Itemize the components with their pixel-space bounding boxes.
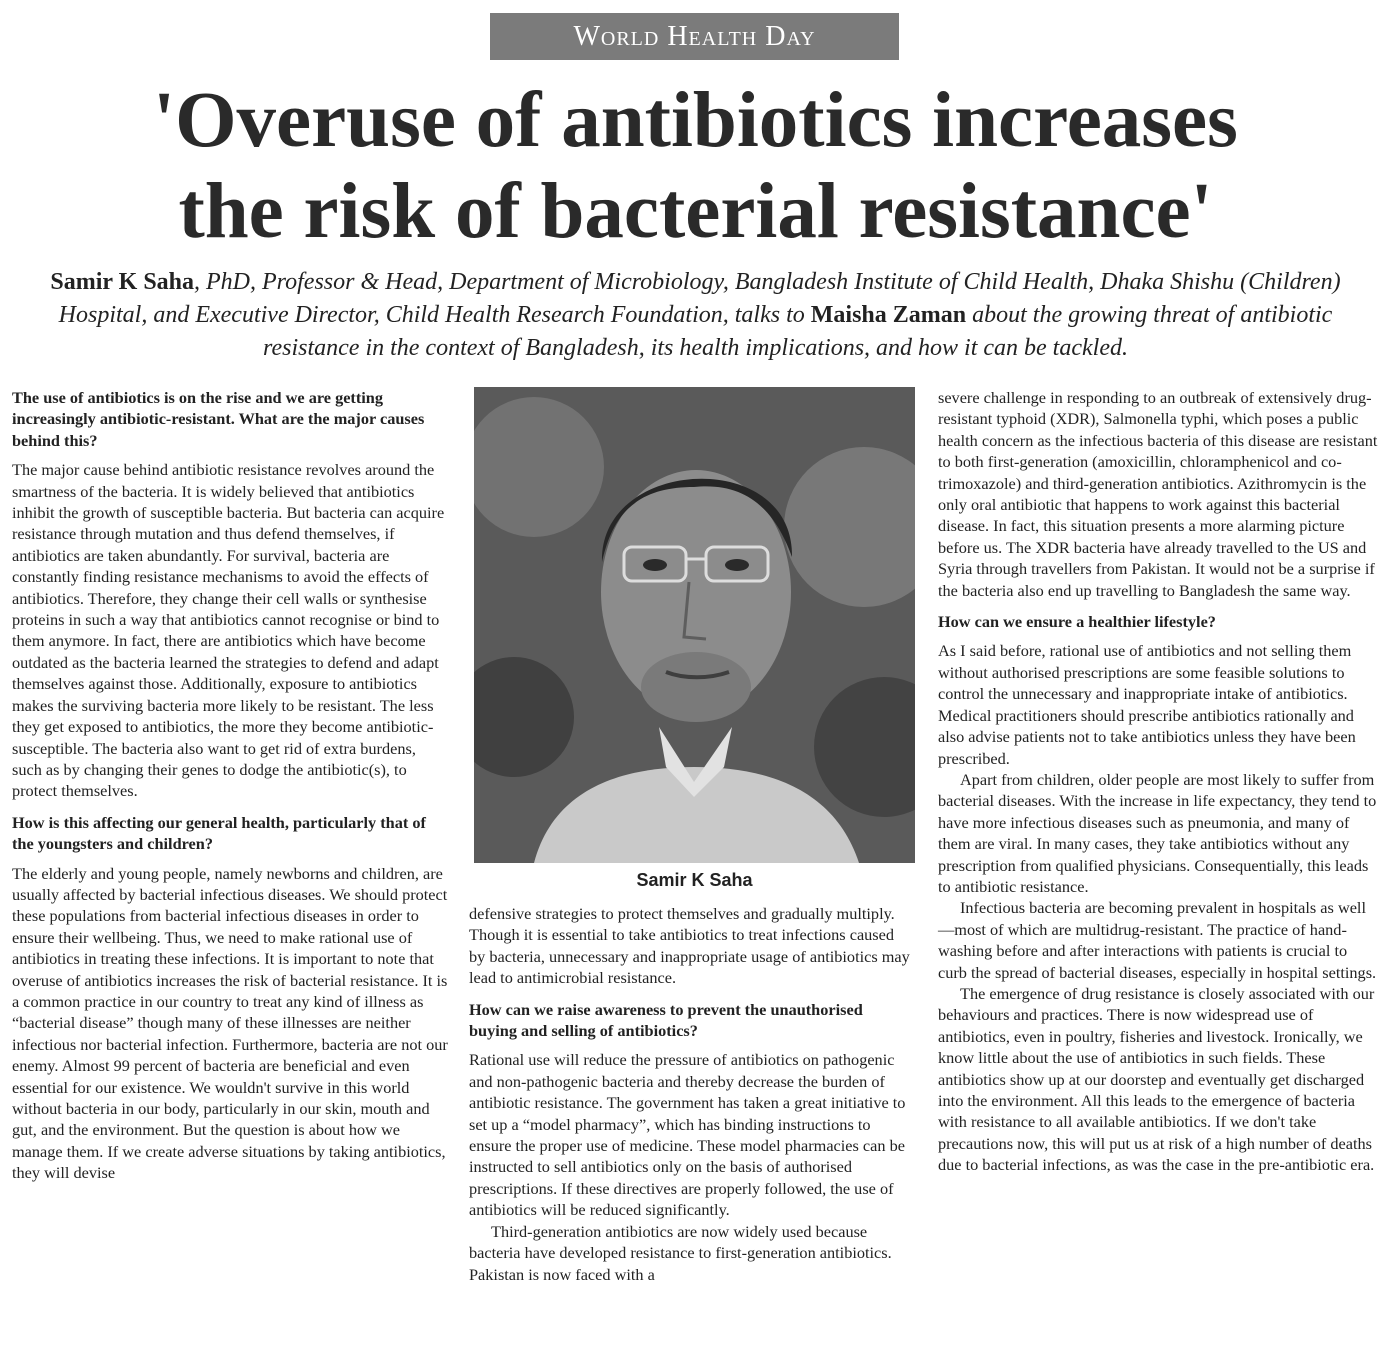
portrait-photo — [474, 387, 915, 863]
column-3 — [938, 387, 1378, 1176]
headline — [0, 75, 1391, 257]
photo-caption: Samir K Saha — [636, 870, 753, 890]
answer-2: The elderly and young people, namely newborns and children, are usually affected by bacterial infectious diseases. We should protect these populations from bacterial infectious diseases in order to ensure their wellbeing. Thus, we need to make rational use of antibiotics in treating these infections. It is important to note that overuse of antibiotics increases the risk of bacterial resistance. It is a common practice in our country to treat any kind of illness as “bacterial disease” though many of these illnesses are neither infectious nor bacterial infection. Furthermore, bacteria are not our enemy. Almost 99 percent of bacteria are beneficial and even essential for our existence. We wouldn't survive in this world without bacteria in our body, particularly in our skin, mouth and gut, and the environment. But the question is about how we manage them. If we create adverse situations by taking antibiotics, they will devise — [12, 863, 448, 1183]
headline-line-2: the risk of bacterial resistance' — [178, 168, 1213, 255]
section-kicker: World Health Day — [490, 13, 899, 60]
headline-line-1: 'Overuse of antibiotics increases — [153, 77, 1238, 164]
answer-3-continued: severe challenge in responding to an outbreak of extensively drug-resistant typhoid (XDR), Salmonella typhi, which poses a public health concern as the infectious bacteria of this disease are resistant to both first-generation (amoxicillin, chloramphenicol and co-trimoxazole) and third-generation antibiotics. Azithromycin is the only oral antibiotic that happens to work against this bacterial disease. In fact, this situation presents a more alarming picture before us. The XDR bacteria have already travelled to the US and Syria through travellers from Pakistan. It would not be a surprise if the bacteria also end up travelling to Bangladesh the same way. — [938, 388, 1378, 600]
answer-4-paragraph-4: The emergence of drug resistance is closely associated with our behaviours and practices. There is now widespread use of antibiotics, even in poultry, fisheries and livestock. Ironically, we know little about the use of antibiotics in such fields. These antibiotics show up at our doorstep and eventually get discharged into the environment. All this leads to the emergence of bacteria with resistance to all available antibiotics. If we don't take precautions now, this will put us at risk of a high number of deaths due to bacterial infections, as was the case in the pre-antibiotic era. — [938, 983, 1375, 1175]
column-1 — [12, 387, 449, 1194]
interviewee-name: Samir K Saha — [50, 269, 195, 295]
portrait-illustration — [474, 387, 915, 863]
answer-4-paragraph-3: Infectious bacteria are becoming prevalent in hospitals as well—most of which are multidrug-resistant. The practice of hand-washing before and after interactions with patients is crucial to curb the spread of bacterial diseases, especially in hospital settings. — [938, 898, 1377, 982]
answer-3-paragraph-2: Third-generation antibiotics are now widely used because bacteria have developed resistance to first-generation antibiotics. Pakistan is now faced with a — [469, 1221, 892, 1284]
question-1: The use of antibiotics is on the rise and we are getting increasingly antibiotic-resistant. What are the major causes behind this? — [12, 388, 425, 450]
interviewer-name: Maisha Zaman — [810, 302, 967, 328]
answer-2-continued: defensive strategies to protect themselves and gradually multiply. Though it is essential to take antibiotics to treat infections caused by bacteria, unnecessary and inappropriate usage of antibiotics may lead to antimicrobial resistance. — [469, 904, 910, 988]
interviewee-description: , PhD, Professor & Head, Department of Microbiology, Bangladesh Institute of Child Health, Dhaka Shishu (Children) Hospital, and Executive Director, Child Health Research Foundation, talks to — [58, 269, 1341, 328]
column-2 — [469, 903, 914, 1285]
intro-standfirst — [20, 266, 1371, 365]
question-3: How can we raise awareness to prevent the unauthorised buying and selling of antibiotics? — [469, 999, 863, 1041]
interview-topic: about the growing threat of antibiotic resistance in the context of Bangladesh, its health implications, and how it can be tackled. — [263, 302, 1333, 361]
question-4: How can we ensure a healthier lifestyle? — [938, 612, 1216, 632]
answer-4-paragraph-2: Apart from children, older people are most likely to suffer from bacterial diseases. With the increase in life expectancy, they tend to have more infectious diseases such as pneumonia, and many of them are viral. In many cases, they take antibiotics without any prescription from qualified physicians. Consequentially, this leads to antibiotic resistance. — [938, 769, 1377, 896]
answer-4-paragraph-1: As I said before, rational use of antibiotics and not selling them without authorised prescriptions are some feasible solutions to control the unnecessary and inappropriate intake of antibiotics. Medical practitioners should prescribe antibiotics rationally and also advise patients not to take antibiotics unless they have been prescribed. — [938, 641, 1356, 768]
answer-1: The major cause behind antibiotic resistance revolves around the smartness of the bacteria. It is widely believed that antibiotics inhibit the growth of susceptible bacteria. But bacteria can acquire resistance through mutation and thus defend themselves, if antibiotics are taken abundantly. For survival, bacteria are constantly finding resistance mechanisms to avoid the effects of antibiotics. Therefore, they change their cell walls or synthesise proteins in such a way that antibiotics cannot recognise or bind to them anymore. In fact, there are antibiotics which have become outdated as the bacteria learned the strategies to defend and adapt themselves against those. Additionally, exposure to antibiotics makes the surviving bacteria more likely to be resistant. The less they get exposed to antibiotics, the more they become antibiotic-susceptible. The bacteria also want to get rid of extra burdens, such as by changing their genes to dodge the antibiotic(s), to protect themselves. — [12, 460, 445, 801]
answer-3: Rational use will reduce the pressure of antibiotics on pathogenic and non-pathogenic bacteria and thereby decrease the burden of antibiotic resistance. The government has taken a great initiative to set up a “model pharmacy”, which has binding instructions to ensure the proper use of medicine. These model pharmacies can be instructed to sell antibiotics only on the basis of authorised prescriptions. If these directives are properly followed, the use of antibiotics will be reduced significantly. — [469, 1050, 906, 1220]
question-2: How is this affecting our general health, particularly that of the youngsters and children? — [12, 812, 426, 854]
